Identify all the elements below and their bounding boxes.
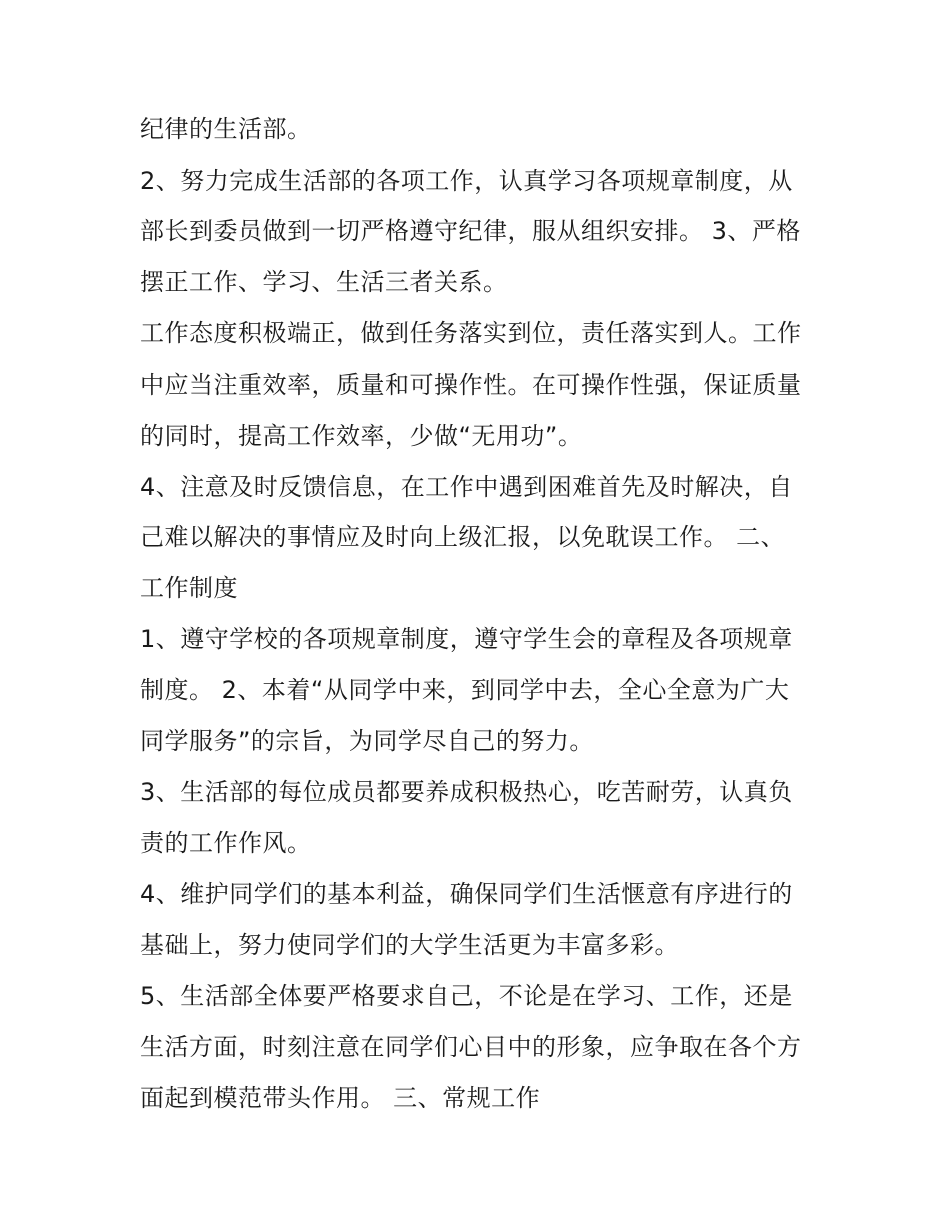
text-line: 4、维护同学们的基本利益，确保同学们生活惬意有序进行的 xyxy=(140,880,793,908)
text-line: 4、注意及时反馈信息，在工作中遇到困难首先及时解决，自 xyxy=(140,473,793,501)
text-line: 2、努力完成生活部的各项工作，认真学习各项规章制度，从 xyxy=(140,167,793,195)
text-line: 1、遵守学校的各项规章制度，遵守学生会的章程及各项规章 xyxy=(140,625,793,653)
text-line: 基础上，努力使同学们的大学生活更为丰富多彩。 xyxy=(140,931,679,959)
text-line: 制度。 2、本着“从同学中来，到同学中去，全心全意为广大 xyxy=(140,676,790,704)
text-line: 同学服务”的宗旨，为同学尽自己的努力。 xyxy=(140,727,594,755)
text-line: 工作制度 xyxy=(140,574,238,602)
text-line: 责的工作作风。 xyxy=(140,829,312,857)
text-line: 己难以解决的事情应及时向上级汇报，以免耽误工作。 二、 xyxy=(140,523,786,551)
text-line: 摆正工作、学习、生活三者关系。 xyxy=(140,268,508,296)
text-line: 生活方面，时刻注意在同学们心目中的形象，应争取在各个方 xyxy=(140,1033,802,1061)
text-line: 3、生活部的每位成员都要养成积极热心，吃苦耐劳，认真负 xyxy=(140,778,793,806)
text-line: 的同时，提高工作效率，少做“无用功”。 xyxy=(140,422,583,450)
text-line: 纪律的生活部。 xyxy=(140,115,312,143)
text-line: 中应当注重效率，质量和可操作性。在可操作性强，保证质量 xyxy=(140,371,802,399)
text-line: 部长到委员做到一切严格遵守纪律，服从组织安排。 3、严格 xyxy=(140,217,801,245)
text-line: 工作态度积极端正，做到任务落实到位，责任落实到人。工作 xyxy=(140,319,802,347)
text-line: 5、生活部全体要严格要求自己，不论是在学习、工作，还是 xyxy=(140,982,793,1010)
text-line: 面起到模范带头作用。 三、常规工作 xyxy=(140,1084,541,1112)
